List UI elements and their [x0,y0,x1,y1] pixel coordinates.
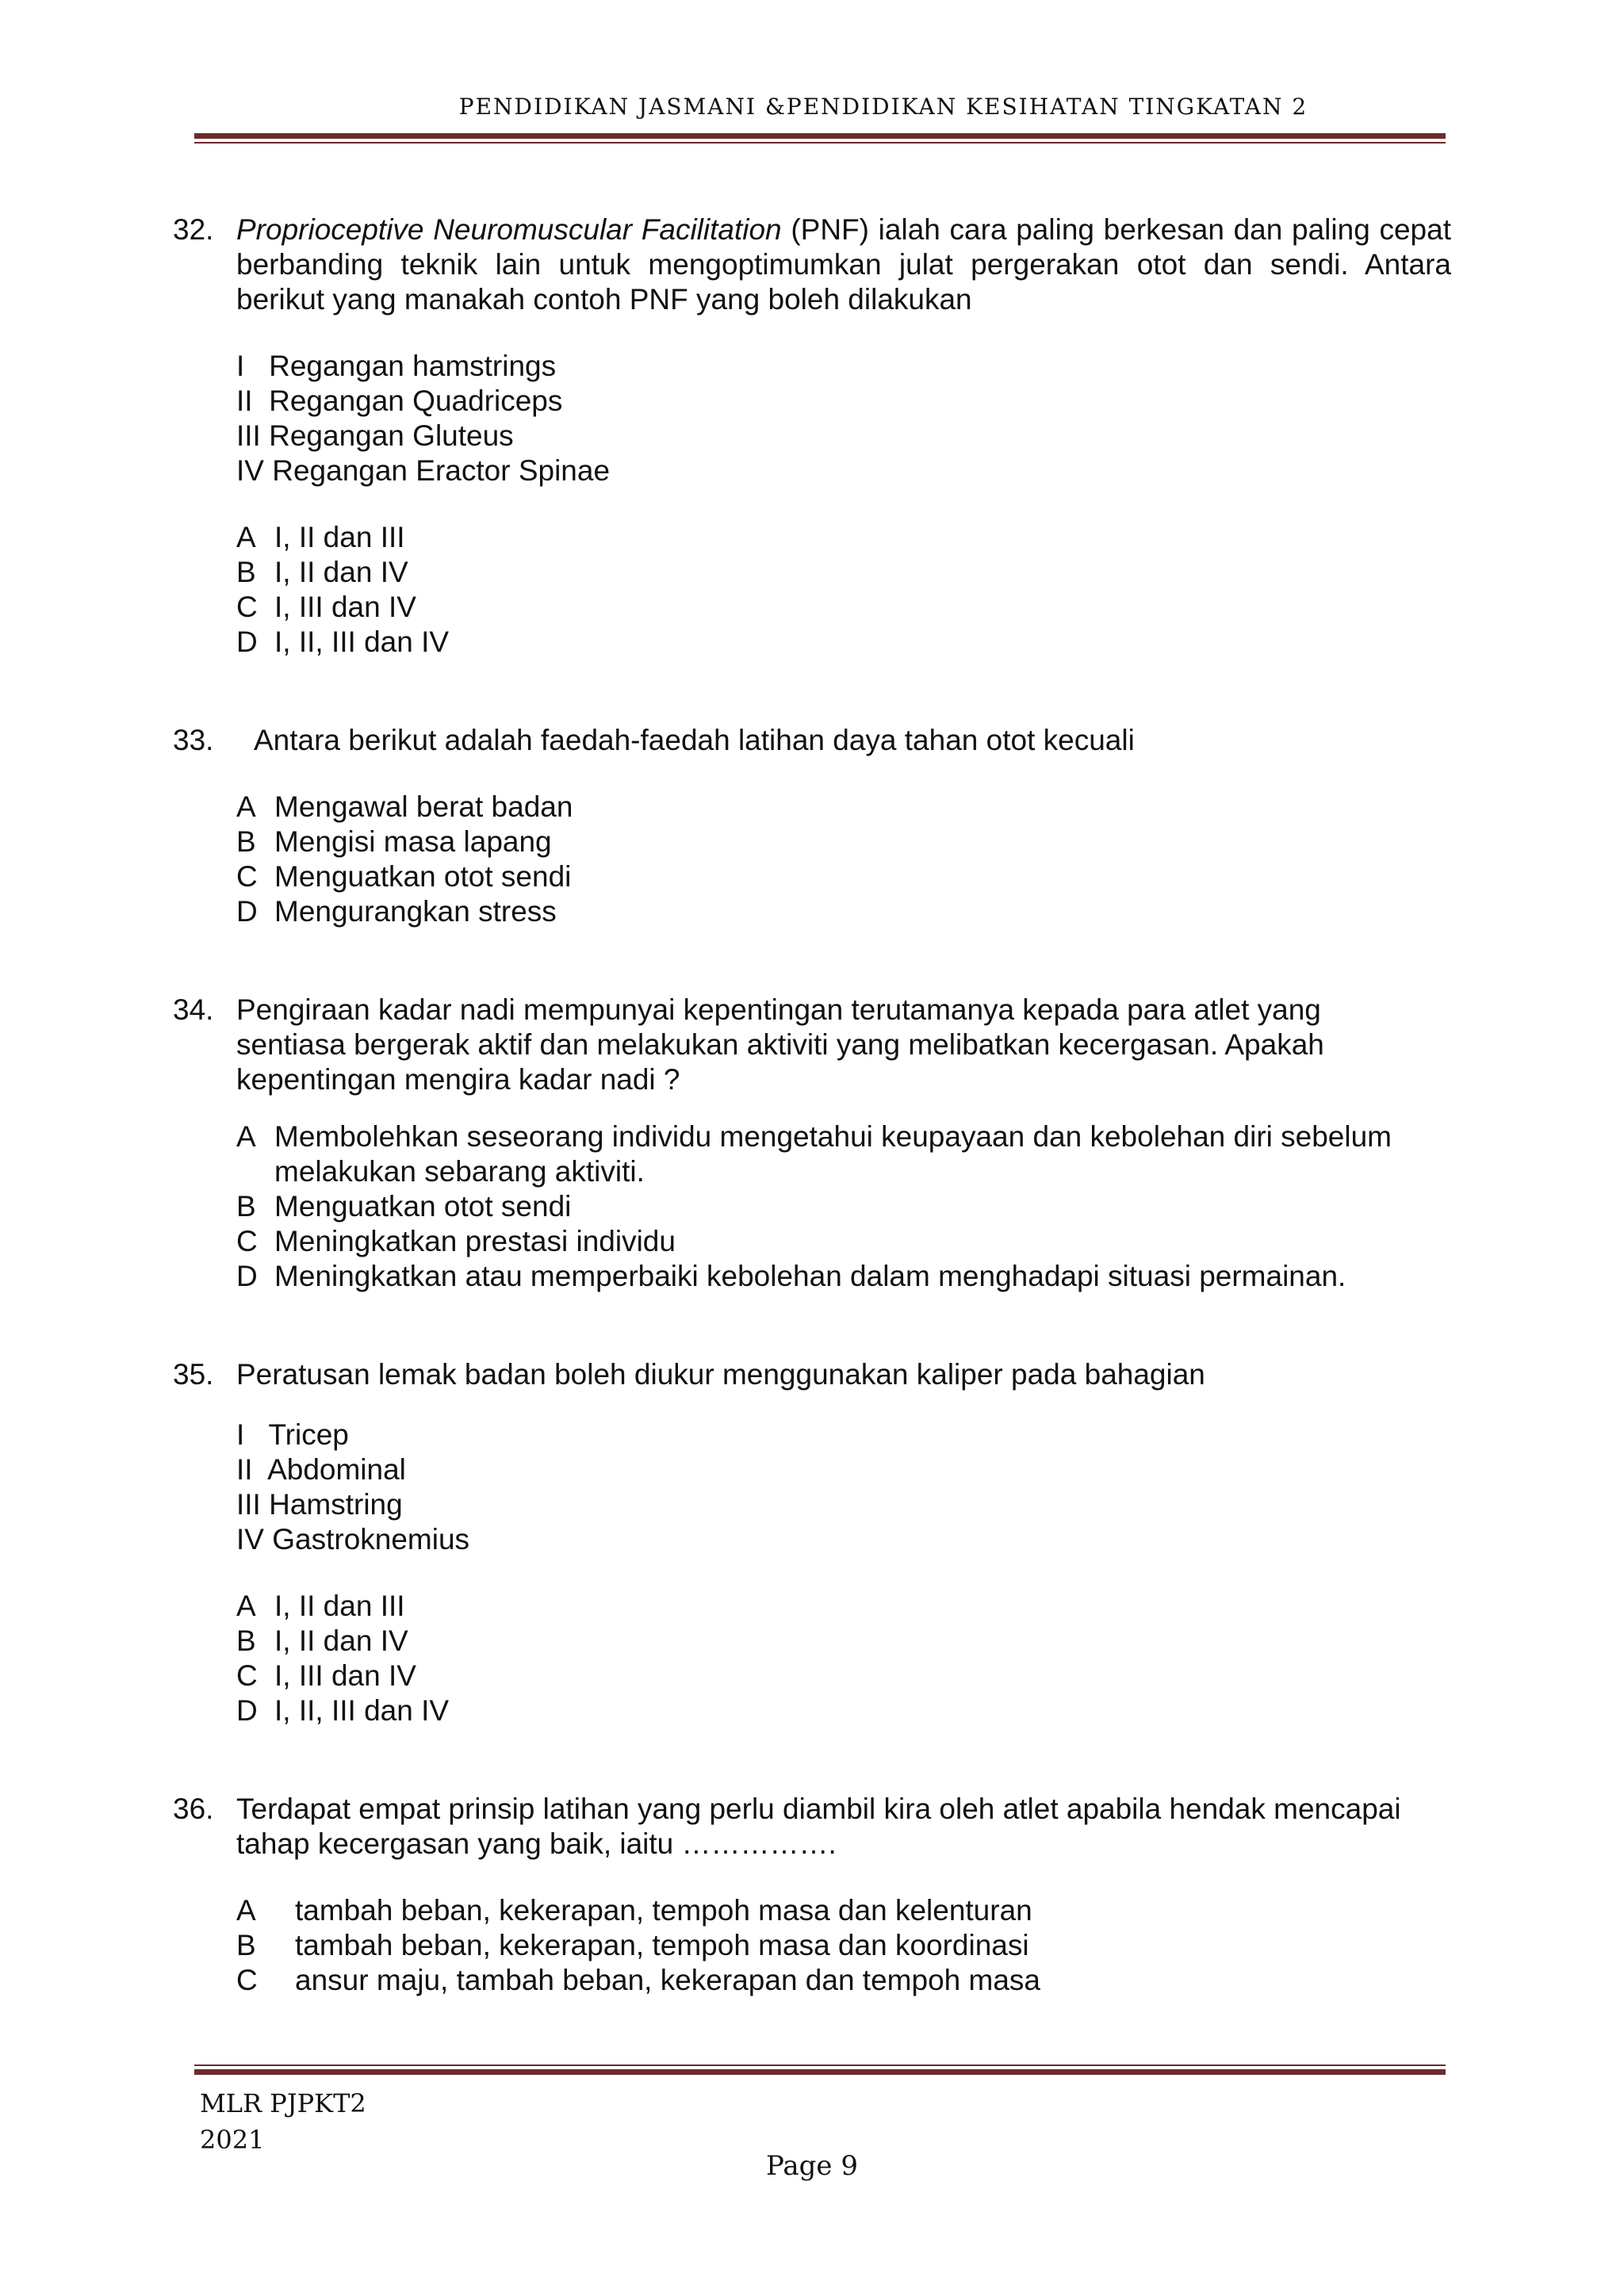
statement-item: III Hamstring [236,1488,403,1521]
statement-item: IV Gastroknemius [236,1523,470,1556]
question-33 [173,723,1451,929]
question-stem: Antara berikut adalah faedah-faedah latihan daya tahan otot kecuali [254,724,1135,756]
answer-options [236,1893,1451,1998]
answer-option-c[interactable]: C Menguatkan otot sendi [236,860,572,893]
answer-option-a[interactable]: A I, II dan III [236,521,405,553]
header-title: PENDIDIKAN JASMANI &PENDIDIKAN KESIHATAN TINGKATAN 2 [458,94,1308,120]
footer-code: MLR PJPKT2 [200,2088,366,2118]
question-number: 35. [173,1358,214,1391]
answer-option-a[interactable]: A I, II dan III [236,1590,405,1622]
question-number: 33. [173,724,214,756]
page-footer [200,2085,366,2158]
answer-option-b[interactable]: B I, II dan IV [236,1624,408,1657]
question-stem: Terdapat empat prinsip latihan yang perlu diambil kira oleh atlet apabila hendak mencapai tahap kecergasan yang baik, iaitu ……………. [236,1793,1401,1860]
answer-options [236,520,1451,660]
answer-option-b[interactable]: B tambah beban, kekerapan, tempoh masa dan koordinasi [236,1929,1029,1961]
statement-list [236,349,1451,488]
header-rule [194,133,1446,144]
answer-option-c[interactable]: C ansur maju, tambah beban, kekerapan dan tempoh masa [236,1964,1040,1996]
answer-option-b[interactable]: B Menguatkan otot sendi [236,1190,572,1223]
statement-item: I Regangan hamstrings [236,350,557,382]
answer-option-d[interactable]: D I, II, III dan IV [236,1694,450,1727]
answer-option-c[interactable]: C Meningkatkan prestasi individu [236,1225,676,1257]
question-34 [173,993,1451,1294]
footer-year: 2021 [200,2125,265,2155]
answer-option-d[interactable]: D Meningkatkan atau memperbaiki kebolehan dalam menghadapi situasi permainan. [236,1260,1346,1292]
answer-option-b[interactable]: B Mengisi masa lapang [236,825,552,858]
question-number: 36. [173,1793,214,1825]
answer-option-d[interactable]: D I, II, III dan IV [236,626,450,658]
statement-item: II Regangan Quadriceps [236,385,563,417]
answer-option-a[interactable]: A Mengawal berat badan [236,790,573,823]
answer-option-d[interactable]: D Mengurangkan stress [236,895,557,928]
page-number: Page 9 [766,2150,858,2182]
question-list [173,212,1451,1998]
question-32 [173,212,1451,660]
question-stem: Peratusan lemak badan boleh diukur menggunakan kaliper pada bahagian [236,1358,1205,1391]
stem-italic-term: Proprioceptive Neuromuscular Facilitation [236,213,782,246]
answer-options [236,1589,1451,1728]
question-36 [173,1792,1451,1998]
statement-item: IV Regangan Eractor Spinae [236,454,611,487]
statement-item: III Regangan Gluteus [236,419,514,452]
answer-options [236,1119,1451,1294]
question-35 [173,1357,1451,1728]
statement-item: II Abdominal [236,1453,406,1486]
statement-item: I Tricep [236,1418,349,1451]
answer-option-b[interactable]: B I, II dan IV [236,556,408,588]
answer-option-c[interactable]: C I, III dan IV [236,1659,416,1692]
question-stem: Pengiraan kadar nadi mempunyai kepentingan terutamanya kepada para atlet yang sentiasa bergerak aktif dan melakukan aktiviti yang melibatkan kecergasan. Apakah kepentingan mengira kadar nadi ? [236,993,1324,1096]
answer-option-a[interactable]: A Membolehkan seseorang individu mengetahui keupayaan dan kebolehan diri sebelum melakukan sebarang aktiviti. [236,1120,1392,1188]
footer-rule [194,2064,1446,2075]
stem-text: (PNF) ialah cara paling berkesan dan paling cepat berbanding teknik lain untuk mengoptimumkan julat pergerakan otot dan sendi. Antara berikut yang manakah contoh PNF yang boleh dilakukan [236,213,1451,316]
statement-list [236,1418,1451,1557]
question-number: 32. [173,213,214,246]
answer-option-c[interactable]: C I, III dan IV [236,591,416,623]
question-number: 34. [173,993,214,1026]
answer-options [236,790,1451,929]
answer-option-a[interactable]: A tambah beban, kekerapan, tempoh masa dan kelenturan [236,1894,1032,1927]
question-stem [236,212,1451,317]
